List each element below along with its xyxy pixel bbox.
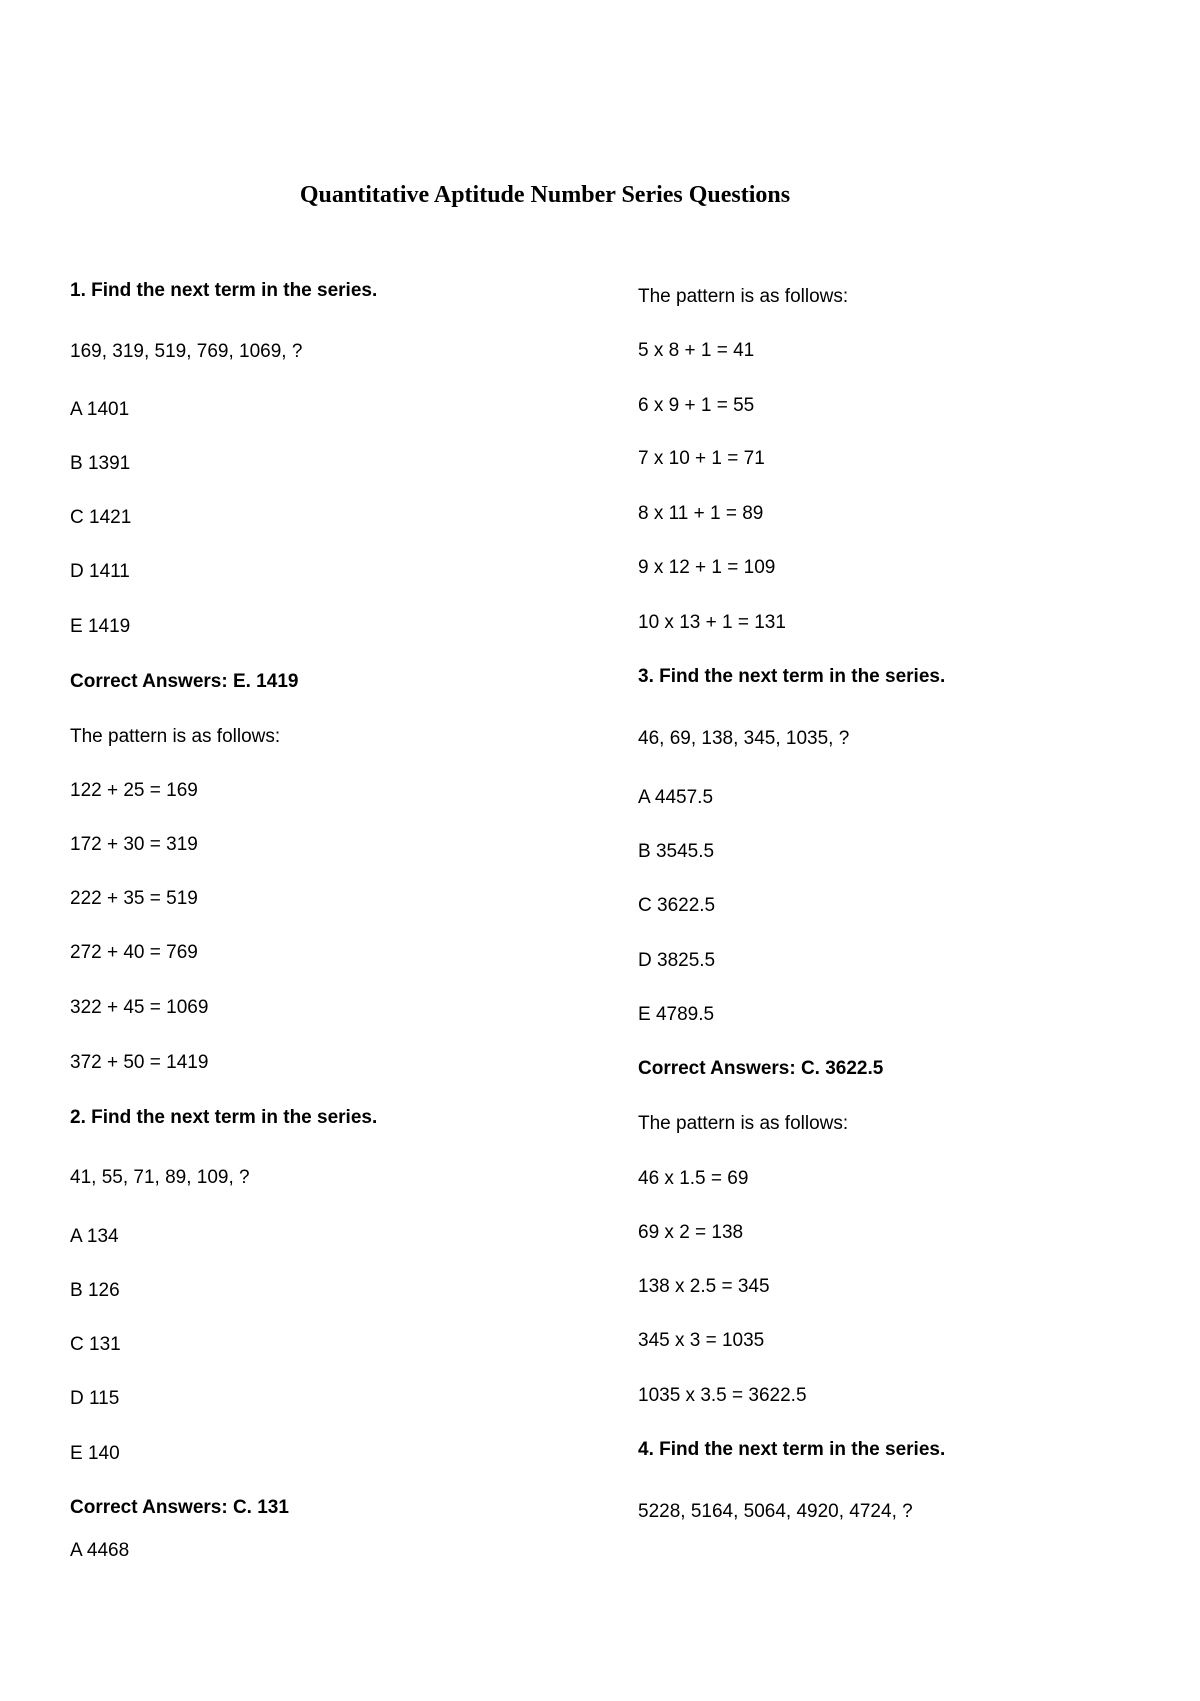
q1-answer: Correct Answers: E. 1419 [70, 671, 299, 692]
q4-series: 5228, 5164, 5064, 4920, 4724, ? [638, 1501, 913, 1522]
q2-pattern-intro: The pattern is as follows: [638, 286, 849, 307]
q1-option-d: D 1411 [70, 561, 130, 582]
q1-step: 322 + 45 = 1069 [70, 997, 209, 1018]
q2-option-d: D 115 [70, 1388, 120, 1409]
q2-option-c: C 131 [70, 1334, 121, 1355]
q2-step: 7 x 10 + 1 = 71 [638, 448, 765, 469]
q4-question: 4. Find the next term in the series. [638, 1439, 946, 1460]
q3-answer: Correct Answers: C. 3622.5 [638, 1058, 884, 1079]
q1-pattern-intro: The pattern is as follows: [70, 726, 281, 747]
q1-step: 172 + 30 = 319 [70, 834, 198, 855]
q1-option-a: A 1401 [70, 399, 130, 420]
q3-option-b: B 3545.5 [638, 841, 715, 862]
q2-step: 9 x 12 + 1 = 109 [638, 557, 776, 578]
q3-option-a: A 4457.5 [638, 787, 714, 808]
q1-series: 169, 319, 519, 769, 1069, ? [70, 341, 303, 362]
page-title: Quantitative Aptitude Number Series Questions [299, 182, 791, 208]
q1-step: 122 + 25 = 169 [70, 780, 198, 801]
q3-step: 1035 x 3.5 = 3622.5 [638, 1385, 807, 1406]
q2-step: 5 x 8 + 1 = 41 [638, 340, 755, 361]
q1-option-b: B 1391 [70, 453, 131, 474]
q3-question: 3. Find the next term in the series. [638, 666, 946, 687]
q2-option-e: E 140 [70, 1443, 120, 1464]
q1-step: 372 + 50 = 1419 [70, 1052, 209, 1073]
q3-step: 345 x 3 = 1035 [638, 1330, 765, 1351]
q2-step: 8 x 11 + 1 = 89 [638, 503, 764, 524]
q3-step: 138 x 2.5 = 345 [638, 1276, 770, 1297]
q1-option-c: C 1421 [70, 507, 132, 528]
q1-step: 222 + 35 = 519 [70, 888, 198, 909]
q3-step: 69 x 2 = 138 [638, 1222, 744, 1243]
q1-step: 272 + 40 = 769 [70, 942, 198, 963]
q2-option-a: A 134 [70, 1226, 119, 1247]
q3-option-d: D 3825.5 [638, 950, 716, 971]
q1-question: 1. Find the next term in the series. [70, 280, 378, 301]
q2-option-b: B 126 [70, 1280, 120, 1301]
q2-answer: Correct Answers: C. 131 [70, 1497, 289, 1518]
q3-step: 46 x 1.5 = 69 [638, 1168, 749, 1189]
q3-series: 46, 69, 138, 345, 1035, ? [638, 728, 850, 749]
q3-option-c: C 3622.5 [638, 895, 716, 916]
q4-option-a: A 4468 [70, 1540, 130, 1561]
q3-option-e: E 4789.5 [638, 1004, 715, 1025]
q2-series: 41, 55, 71, 89, 109, ? [70, 1167, 250, 1188]
q2-step: 10 x 13 + 1 = 131 [638, 612, 786, 633]
q2-step: 6 x 9 + 1 = 55 [638, 395, 755, 416]
q1-option-e: E 1419 [70, 616, 131, 637]
q2-question: 2. Find the next term in the series. [70, 1107, 378, 1128]
q3-pattern-intro: The pattern is as follows: [638, 1113, 849, 1134]
